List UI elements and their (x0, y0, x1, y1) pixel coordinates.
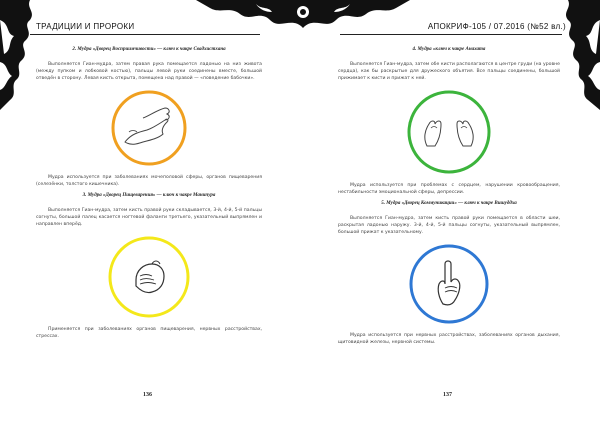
left-page-content (36, 44, 262, 344)
page-number-left: 136 (143, 392, 152, 398)
section-usage-svadhisthana: Мудра используется при заболеваниях мочеполовой сферы, органов пищеварения (селезёнки, толстого кишечника). (36, 175, 262, 187)
hand-pointing-icon (106, 234, 192, 320)
hand-raised-icon (407, 242, 491, 326)
hands-butterfly-icon (109, 88, 189, 168)
page-number-right: 137 (443, 392, 452, 398)
section-title-svadhisthana: 2. Мудра «Дворец Восприимчивости» — ключ к чакре Свадхистхана (72, 47, 226, 52)
section-title-manipura: 3. Мудра «Дворец Пищеварения» — ключ к чакре Манипура (82, 193, 216, 198)
mudra-figure-vishuddha (407, 242, 491, 326)
mudra-figure-manipura (106, 234, 192, 320)
section-title-anahata: 4. Мудра «ключ к чакре Анахата (412, 47, 486, 52)
running-head-left: ТРАДИЦИИ И ПРОРОКИ (36, 22, 135, 31)
mudra-figure-svadhisthana (109, 88, 189, 168)
right-page (300, 0, 600, 424)
running-head-right: АПОКРИФ-105 / 07.2016 (№52 вл.) (427, 22, 566, 31)
section-usage-manipura: Применяется при заболеваниях органов пищеварения, нервных расстройствах, стрессах. (36, 327, 262, 339)
section-usage-vishuddha: Мудра используется при нервных расстройствах, заболеваниях органов дыхания, щитовидной железы, нервной системы. (338, 333, 560, 345)
hands-open-icon (405, 88, 493, 176)
mudra-figure-anahata (405, 88, 493, 176)
section-title-vishuddha: 5. Мудра «Дворец Коммуникации» — ключ к чакре Вишуддха (381, 201, 517, 206)
section-body-vishuddha: Выполняется Гиан-мудра, затем кисть правой руки помещается в области шеи, раскрытая ладонью наружу. 3-й, 4-й, 5-й пальцы согнуты, указательный выпрямлен, большой прижат к указательному. (338, 216, 560, 235)
section-body-svadhisthana: Выполняется Гиан-мудра, затем правая рука помещается ладонью на низ живота (между пупком и лобковой костью), пальцы левой руки соединены вместе, большой отведён в сторону. Левая кисть открыта, помещена над правой — «поведение бабочки». (36, 62, 262, 81)
section-body-anahata: Выполняется Гиан-мудра, затем обе кисти располагаются в центре груди (на уровне сердца), как бы раскрытые для дружеского объятия. Все пальцы соединены, большой прижимает к кисти и прижат к ней. (338, 62, 560, 81)
right-page-content (338, 44, 560, 350)
section-usage-anahata: Мудра используется при проблемах с сердцем, нарушении кровообращения, нестабильности эмоциональной сферы, депрессии. (338, 183, 560, 195)
section-body-manipura: Выполняется Гиан-мудра, затем кисть правой руки складывается, 3-й, 4-й, 5-й пальцы согнуты, большой палец касается ногтевой фаланги третьего, указательный выпрямлен и направлен вперёд. (36, 208, 262, 227)
header-rule-left (30, 34, 260, 35)
header-rule-right (340, 34, 562, 35)
